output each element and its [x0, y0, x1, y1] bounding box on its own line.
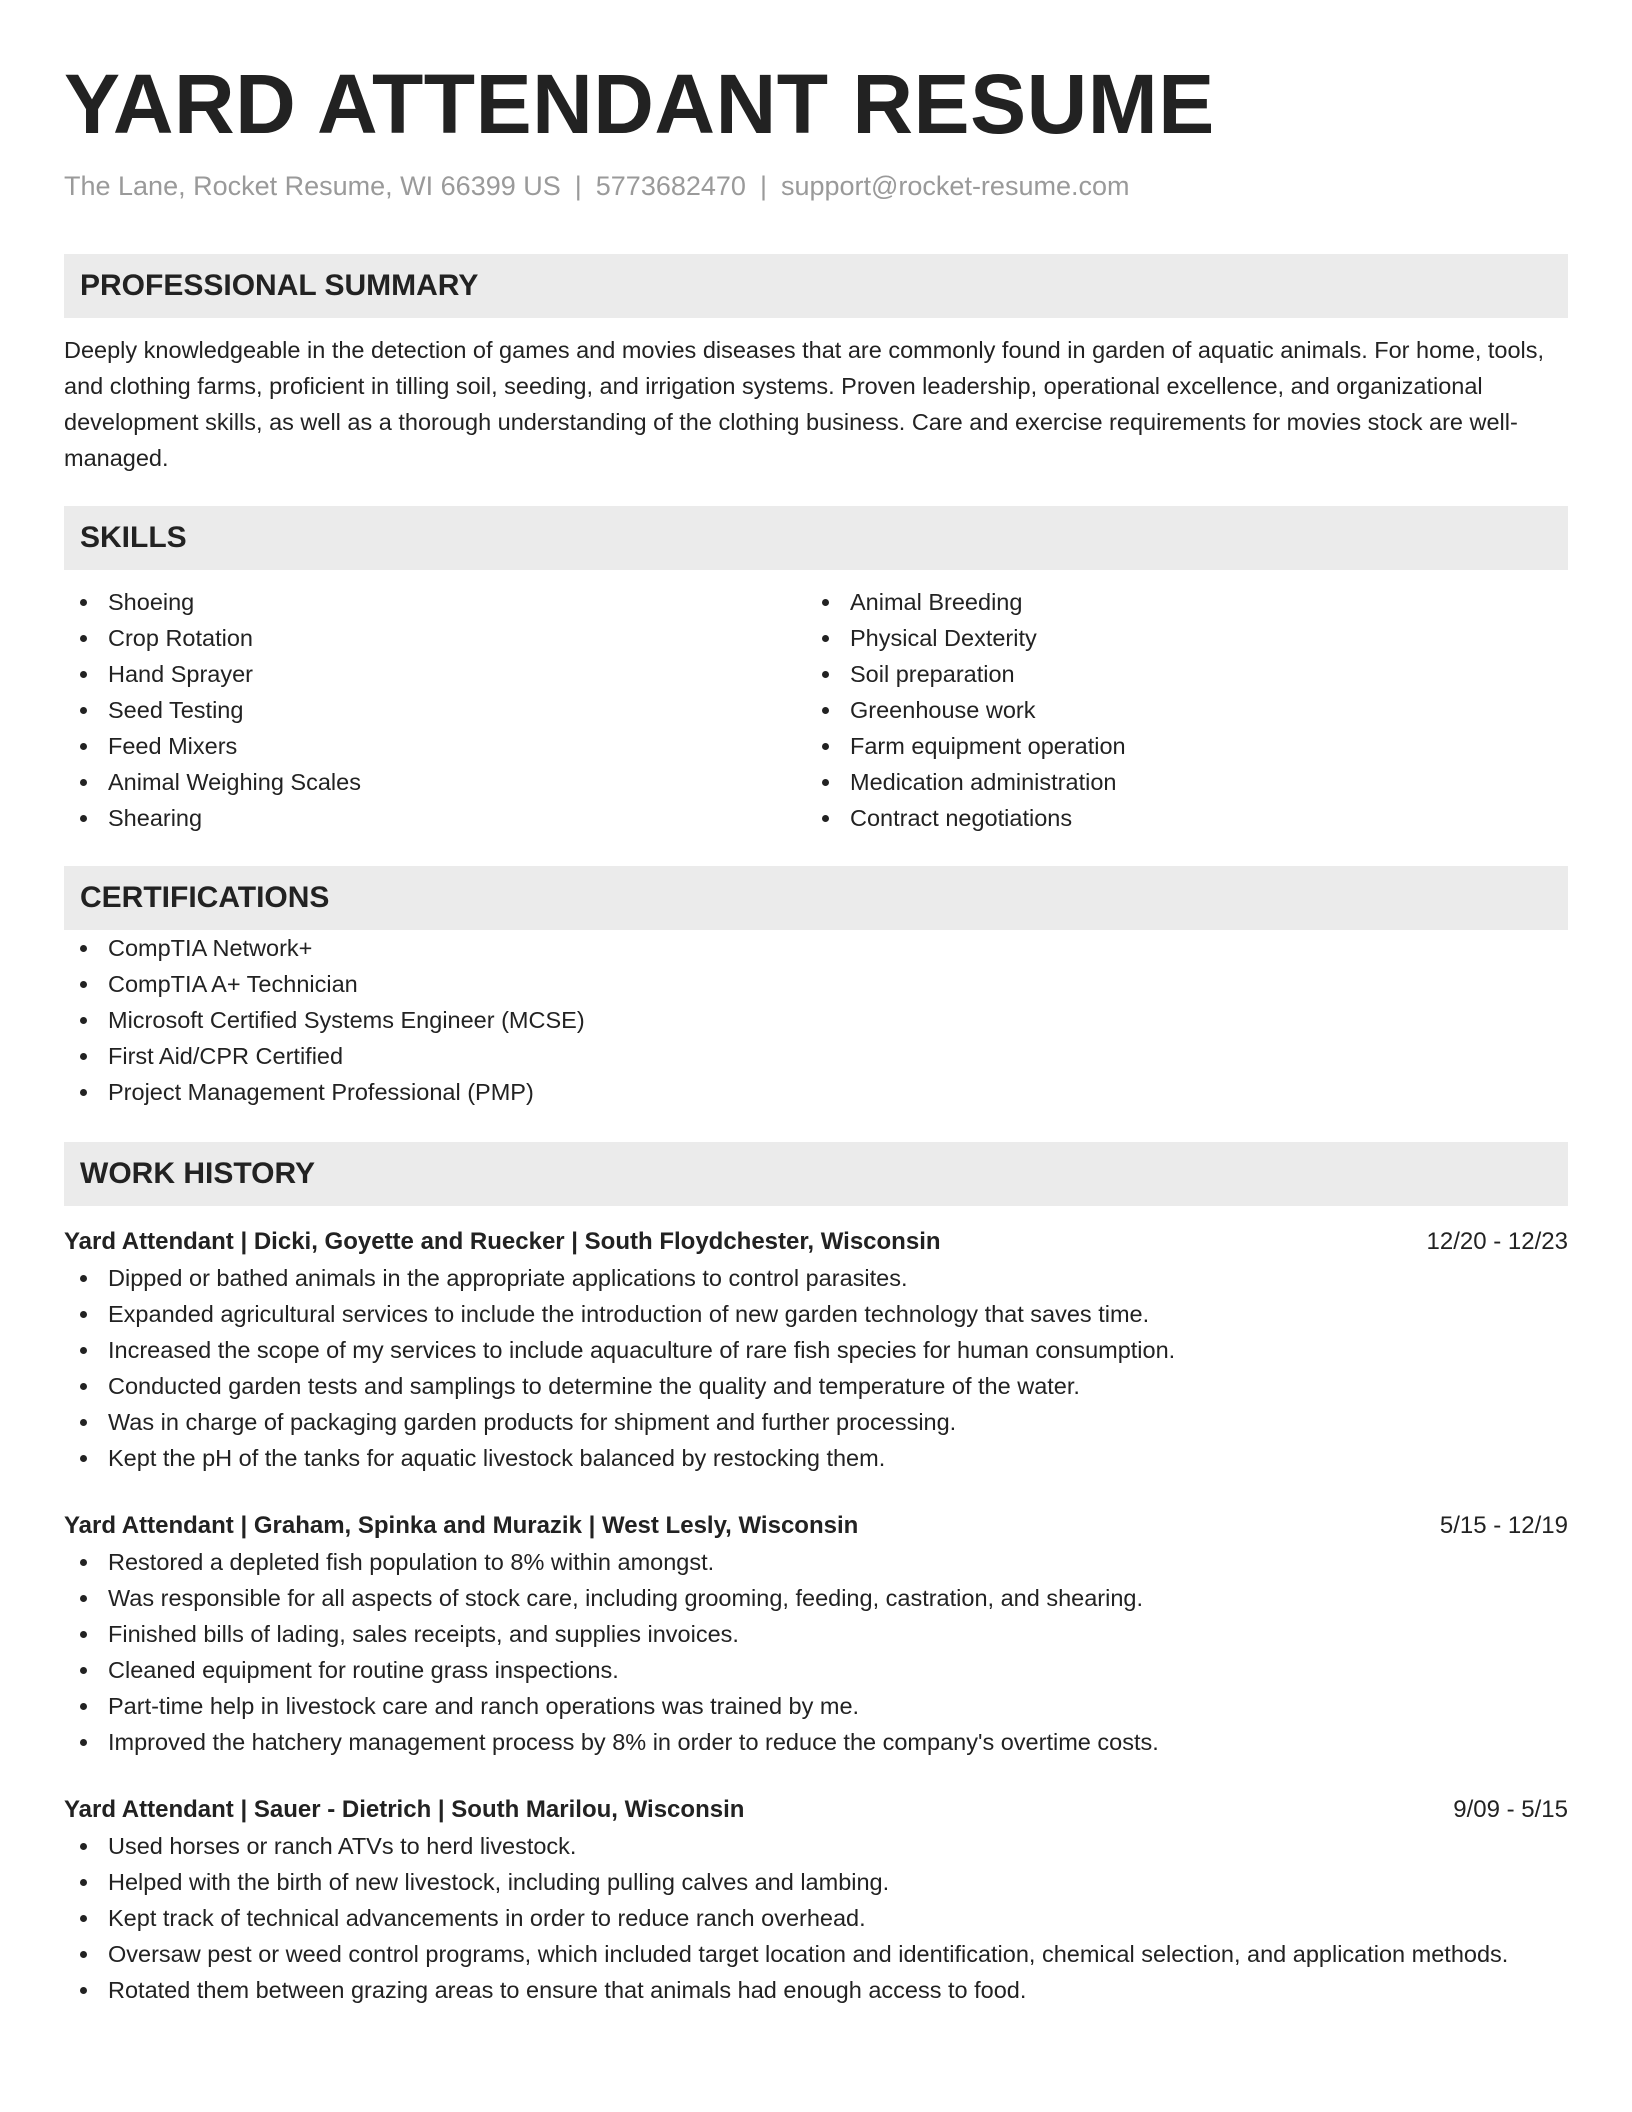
skill-item: Farm equipment operation: [806, 728, 1548, 764]
job-bullets: [64, 1260, 1568, 1476]
skill-item: Contract negotiations: [806, 800, 1548, 836]
skill-item: Greenhouse work: [806, 692, 1548, 728]
skills-heading: SKILLS: [64, 506, 1568, 570]
certifications-heading: CERTIFICATIONS: [64, 866, 1568, 930]
summary-section: [64, 254, 1568, 476]
job-header: [64, 1792, 1568, 1828]
skill-item: Animal Weighing Scales: [64, 764, 806, 800]
skill-item: Shoeing: [64, 584, 806, 620]
job-title: Yard Attendant | Sauer - Dietrich | South Marilou, Wisconsin: [64, 1796, 745, 1823]
contact-separator: |: [574, 171, 582, 201]
job-bullet: Kept the pH of the tanks for aquatic livestock balanced by restocking them.: [64, 1440, 1568, 1476]
skills-list-right: [806, 584, 1548, 836]
job-bullet: Finished bills of lading, sales receipts, and supplies invoices.: [64, 1616, 1568, 1652]
skills-column-right: [806, 584, 1548, 836]
summary-heading: PROFESSIONAL SUMMARY: [64, 254, 1568, 318]
skill-item: Animal Breeding: [806, 584, 1548, 620]
skills-section: [64, 506, 1568, 836]
skill-item: Crop Rotation: [64, 620, 806, 656]
resume-title: YARD ATTENDANT RESUME: [64, 57, 1215, 151]
job-header: [64, 1224, 1568, 1260]
skill-item: Hand Sprayer: [64, 656, 806, 692]
job-bullet: Expanded agricultural services to include the introduction of new garden technology that saves time.: [64, 1296, 1568, 1332]
job-entry: [64, 1792, 1568, 2008]
job-bullet: Rotated them between grazing areas to ensure that animals had enough access to food.: [64, 1972, 1568, 2008]
job-dates: 12/20 - 12/23: [1426, 1228, 1568, 1255]
job-bullets: [64, 1828, 1568, 2008]
certifications-list: [64, 930, 1568, 1110]
job-bullet: Conducted garden tests and samplings to determine the quality and temperature of the water.: [64, 1368, 1568, 1404]
job-bullet: Cleaned equipment for routine grass inspections.: [64, 1652, 1568, 1688]
job-title: Yard Attendant | Graham, Spinka and Murazik | West Lesly, Wisconsin: [64, 1512, 859, 1539]
job-bullet: Was responsible for all aspects of stock care, including grooming, feeding, castration, and shearing.: [64, 1580, 1568, 1616]
job-bullet: Helped with the birth of new livestock, including pulling calves and lambing.: [64, 1864, 1568, 1900]
certification-item: First Aid/CPR Certified: [64, 1038, 1568, 1074]
certification-item: Microsoft Certified Systems Engineer (MCSE): [64, 1002, 1568, 1038]
work-history-heading: WORK HISTORY: [64, 1142, 1568, 1206]
skills-column-left: [64, 584, 806, 836]
skill-item: Feed Mixers: [64, 728, 806, 764]
skill-item: Shearing: [64, 800, 806, 836]
contact-address: The Lane, Rocket Resume, WI 66399 US: [64, 171, 561, 201]
job-bullets: [64, 1544, 1568, 1760]
contact-phone: 5773682470: [595, 171, 746, 201]
contact-separator: |: [759, 171, 767, 201]
certification-item: CompTIA A+ Technician: [64, 966, 1568, 1002]
skill-item: Soil preparation: [806, 656, 1548, 692]
skill-item: Seed Testing: [64, 692, 806, 728]
job-entry: [64, 1508, 1568, 1760]
contact-line: [64, 168, 1568, 204]
skills-columns: [64, 584, 1568, 836]
job-bullet: Oversaw pest or weed control programs, which included target location and identification, chemical selection, and application methods.: [64, 1936, 1568, 1972]
job-bullet: Dipped or bathed animals in the appropriate applications to control parasites.: [64, 1260, 1568, 1296]
certifications-section: [64, 866, 1568, 1110]
certification-item: Project Management Professional (PMP): [64, 1074, 1568, 1110]
skill-item: Medication administration: [806, 764, 1548, 800]
job-bullet: Increased the scope of my services to include aquaculture of rare fish species for human consumption.: [64, 1332, 1568, 1368]
skill-item: Physical Dexterity: [806, 620, 1548, 656]
job-bullet: Part-time help in livestock care and ranch operations was trained by me.: [64, 1688, 1568, 1724]
job-dates: 5/15 - 12/19: [1439, 1512, 1568, 1539]
job-entry: [64, 1224, 1568, 1476]
job-bullet: Was in charge of packaging garden products for shipment and further processing.: [64, 1404, 1568, 1440]
job-bullet: Kept track of technical advancements in order to reduce ranch overhead.: [64, 1900, 1568, 1936]
contact-email: support@rocket-resume.com: [780, 171, 1130, 201]
certification-item: CompTIA Network+: [64, 930, 1568, 966]
skills-list-left: [64, 584, 806, 836]
job-bullet: Restored a depleted fish population to 8% within amongst.: [64, 1544, 1568, 1580]
job-bullet: Improved the hatchery management process by 8% in order to reduce the company's overtime costs.: [64, 1724, 1568, 1760]
job-header: [64, 1508, 1568, 1544]
resume-page: [64, 56, 1568, 2008]
job-bullet: Used horses or ranch ATVs to herd livestock.: [64, 1828, 1568, 1864]
summary-text: Deeply knowledgeable in the detection of games and movies diseases that are commonly found in garden of aquatic animals. For home, tools, and clothing farms, proficient in tilling soil, seeding, and irrigation systems. Proven leadership, operational excellence, and organizational development skills, as well as a thorough understanding of the clothing business. Care and exercise requirements for movies stock are well-managed.: [64, 337, 1545, 471]
work-history-section: [64, 1142, 1568, 2008]
job-title: Yard Attendant | Dicki, Goyette and Ruecker | South Floydchester, Wisconsin: [64, 1228, 941, 1255]
job-dates: 9/09 - 5/15: [1453, 1796, 1568, 1823]
